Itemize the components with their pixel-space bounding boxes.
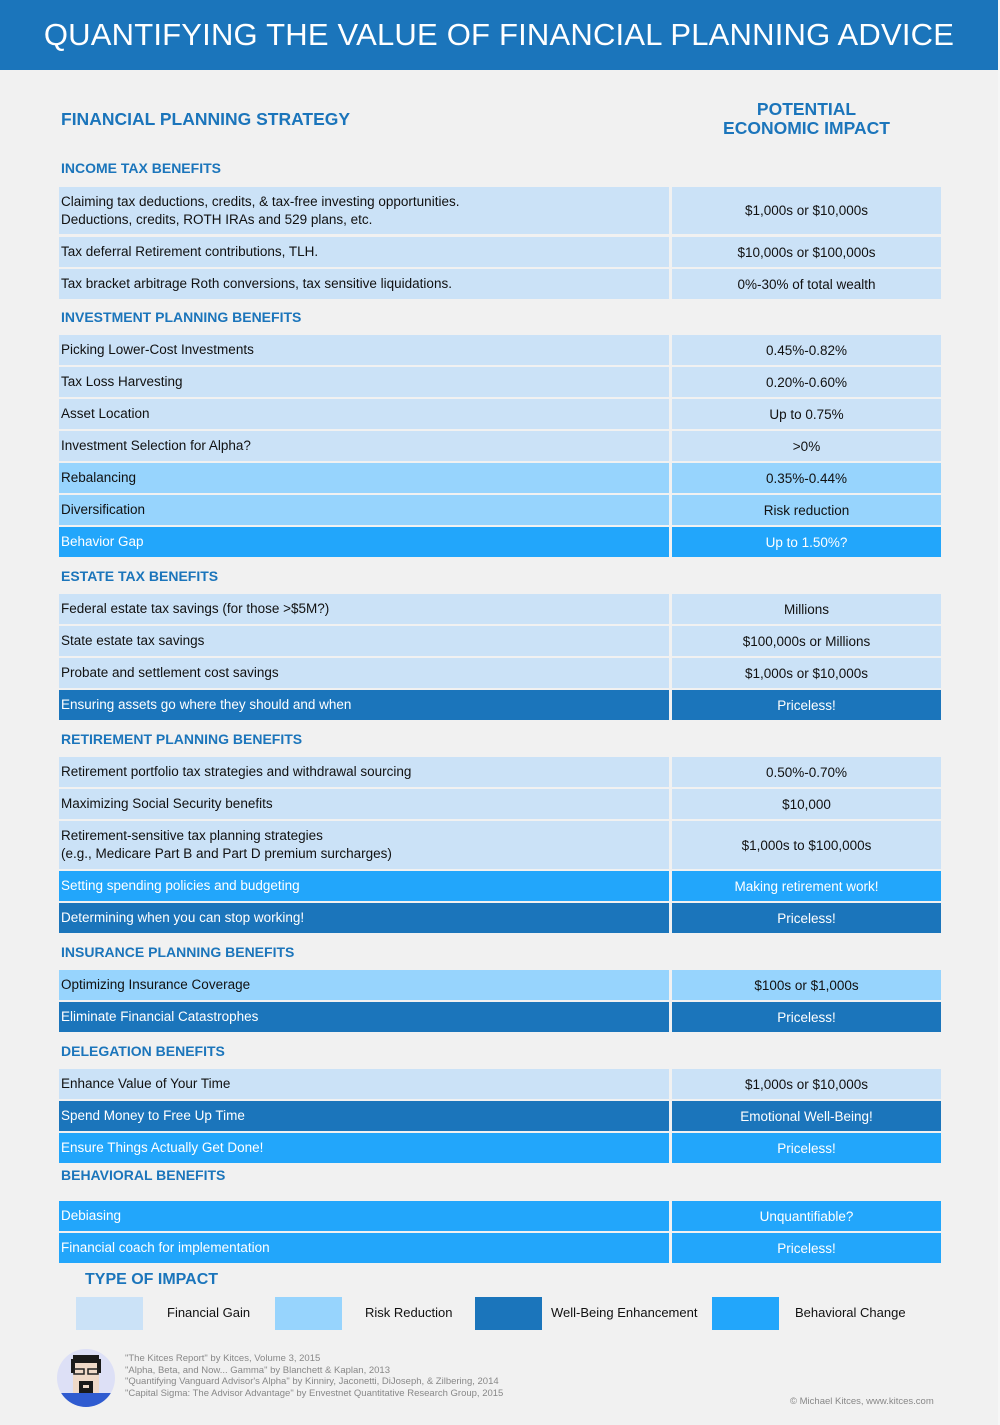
impact-cell: 0.35%-0.44% xyxy=(672,463,941,493)
table-row xyxy=(59,1133,941,1163)
table-row xyxy=(59,690,941,720)
impact-cell: Priceless! xyxy=(672,1002,941,1032)
table-row xyxy=(59,237,941,267)
impact-cell: Risk reduction xyxy=(672,495,941,525)
table-row xyxy=(59,1002,941,1032)
section-heading-retirement: RETIREMENT PLANNING BENEFITS xyxy=(61,731,303,747)
table-row xyxy=(59,789,941,819)
table-row xyxy=(59,431,941,461)
table-row xyxy=(59,658,941,688)
legend-swatch-risk-reduction xyxy=(275,1297,342,1330)
strategy-cell: Spend Money to Free Up Time xyxy=(59,1101,669,1131)
impact-cell: Up to 0.75% xyxy=(672,399,941,429)
table-row xyxy=(59,527,941,557)
strategy-cell xyxy=(59,821,669,869)
table-row xyxy=(59,821,941,869)
impact-cell: $1,000s to $100,000s xyxy=(672,821,941,869)
strategy-text-line1: Retirement-sensitive tax planning strategies xyxy=(61,828,323,843)
strategy-cell: Rebalancing xyxy=(59,463,669,493)
impact-cell: Priceless! xyxy=(672,903,941,933)
impact-cell: >0% xyxy=(672,431,941,461)
strategy-cell: Financial coach for implementation xyxy=(59,1233,669,1263)
table-row xyxy=(59,463,941,493)
impact-cell: $10,000 xyxy=(672,789,941,819)
impact-cell: $1,000s or $10,000s xyxy=(672,187,941,234)
table-row xyxy=(59,187,941,234)
strategy-text-line1: Claiming tax deductions, credits, & tax-free investing opportunities. xyxy=(61,193,460,209)
legend-swatch-behavioral xyxy=(712,1297,779,1330)
strategy-cell: Eliminate Financial Catastrophes xyxy=(59,1002,669,1032)
table-row xyxy=(59,269,941,299)
strategy-cell: Asset Location xyxy=(59,399,669,429)
strategy-cell: Tax bracket arbitrage Roth conversions, tax sensitive liquidations. xyxy=(59,269,669,299)
impact-cell: Making retirement work! xyxy=(672,871,941,901)
legend-swatch-well-being xyxy=(475,1297,542,1330)
legend-label-risk-reduction: Risk Reduction xyxy=(365,1305,453,1320)
strategy-cell: Tax Loss Harvesting xyxy=(59,367,669,397)
legend-label-financial-gain: Financial Gain xyxy=(167,1305,251,1320)
strategy-cell: Probate and settlement cost savings xyxy=(59,658,669,688)
strategy-text-line2: (e.g., Medicare Part B and Part D premium surcharges) xyxy=(61,846,392,861)
table-row xyxy=(59,594,941,624)
impact-cell: Priceless! xyxy=(672,1133,941,1163)
strategy-cell: Debiasing xyxy=(59,1201,669,1231)
legend-swatch-financial-gain xyxy=(76,1297,143,1330)
impact-cell: Emotional Well-Being! xyxy=(672,1101,941,1131)
impact-cell: Priceless! xyxy=(672,690,941,720)
legend-label-well-being: Well-Being Enhancement xyxy=(551,1305,698,1320)
strategy-cell xyxy=(59,187,669,234)
table-row xyxy=(59,970,941,1000)
strategy-cell: Setting spending policies and budgeting xyxy=(59,871,669,901)
column-header-impact xyxy=(672,100,941,138)
strategy-cell: Ensuring assets go where they should and when xyxy=(59,690,669,720)
section-heading-investment: INVESTMENT PLANNING BENEFITS xyxy=(61,309,302,325)
impact-cell: $1,000s or $10,000s xyxy=(672,658,941,688)
impact-cell: 0.50%-0.70% xyxy=(672,757,941,787)
copyright: © Michael Kitces, www.kitces.com xyxy=(790,1396,934,1407)
legend-title: TYPE OF IMPACT xyxy=(85,1271,219,1288)
impact-cell: Up to 1.50%? xyxy=(672,527,941,557)
table-row xyxy=(59,1233,941,1263)
impact-cell: Unquantifiable? xyxy=(672,1201,941,1231)
section-heading-income-tax: INCOME TAX BENEFITS xyxy=(61,160,221,176)
strategy-cell: Ensure Things Actually Get Done! xyxy=(59,1133,669,1163)
table-row xyxy=(59,871,941,901)
table-row xyxy=(59,1101,941,1131)
table-row xyxy=(59,626,941,656)
legend-label-behavioral: Behavioral Change xyxy=(795,1305,906,1320)
section-heading-estate-tax: ESTATE TAX BENEFITS xyxy=(61,568,219,584)
table-row xyxy=(59,1201,941,1231)
impact-cell: 0.20%-0.60% xyxy=(672,367,941,397)
strategy-cell: Diversification xyxy=(59,495,669,525)
impact-cell: $100,000s or Millions xyxy=(672,626,941,656)
strategy-text-line2: Deductions, credits, ROTH IRAs and 529 plans, etc. xyxy=(61,211,373,227)
impact-cell: Priceless! xyxy=(672,1233,941,1263)
strategy-cell: Tax deferral Retirement contributions, TLH. xyxy=(59,237,669,267)
section-heading-insurance: INSURANCE PLANNING BENEFITS xyxy=(61,944,295,960)
avatar xyxy=(57,1349,115,1407)
impact-cell: $10,000s or $100,000s xyxy=(672,237,941,267)
page-title: QUANTIFYING THE VALUE OF FINANCIAL PLANNING ADVICE xyxy=(43,17,955,52)
column-header-impact-line1: POTENTIAL xyxy=(756,99,857,119)
strategy-cell: Federal estate tax savings (for those >$5M?) xyxy=(59,594,669,624)
section-heading-delegation: DELEGATION BENEFITS xyxy=(61,1043,225,1059)
strategy-cell: Determining when you can stop working! xyxy=(59,903,669,933)
reference-item: "Capital Sigma: The Advisor Advantage" by Envestnet Quantitative Research Group, 2015 xyxy=(125,1387,504,1399)
table-row xyxy=(59,757,941,787)
reference-item: "The Kitces Report" by Kitces, Volume 3, 2015 xyxy=(125,1353,321,1364)
strategy-cell: Optimizing Insurance Coverage xyxy=(59,970,669,1000)
impact-cell: 0.45%-0.82% xyxy=(672,335,941,365)
strategy-cell: Retirement portfolio tax strategies and withdrawal sourcing xyxy=(59,757,669,787)
reference-item: "Alpha, Beta, and Now... Gamma" by Blanchett & Kaplan, 2013 xyxy=(125,1364,390,1376)
column-header-strategy: FINANCIAL PLANNING STRATEGY xyxy=(61,109,351,129)
impact-cell: 0%-30% of total wealth xyxy=(672,269,941,299)
impact-cell: Millions xyxy=(672,594,941,624)
impact-cell: $100s or $1,000s xyxy=(672,970,941,1000)
column-header-impact-line2: ECONOMIC IMPACT xyxy=(723,118,890,138)
strategy-cell: Picking Lower-Cost Investments xyxy=(59,335,669,365)
references xyxy=(125,1353,503,1399)
strategy-cell: State estate tax savings xyxy=(59,626,669,656)
strategy-cell: Investment Selection for Alpha? xyxy=(59,431,669,461)
table-row xyxy=(59,335,941,365)
strategy-cell: Behavior Gap xyxy=(59,527,669,557)
table-row xyxy=(59,399,941,429)
table-row xyxy=(59,495,941,525)
table-row xyxy=(59,1069,941,1099)
page-title-banner xyxy=(0,0,998,70)
impact-cell: $1,000s or $10,000s xyxy=(672,1069,941,1099)
strategy-cell: Enhance Value of Your Time xyxy=(59,1069,669,1099)
section-heading-behavioral: BEHAVIORAL BENEFITS xyxy=(61,1167,226,1183)
strategy-cell: Maximizing Social Security benefits xyxy=(59,789,669,819)
table-row xyxy=(59,367,941,397)
reference-item: "Quantifying Vanguard Advisor's Alpha" by Kinniry, Jaconetti, DiJoseph, & Zilbering, 2014 xyxy=(125,1376,499,1387)
table-row xyxy=(59,903,941,933)
